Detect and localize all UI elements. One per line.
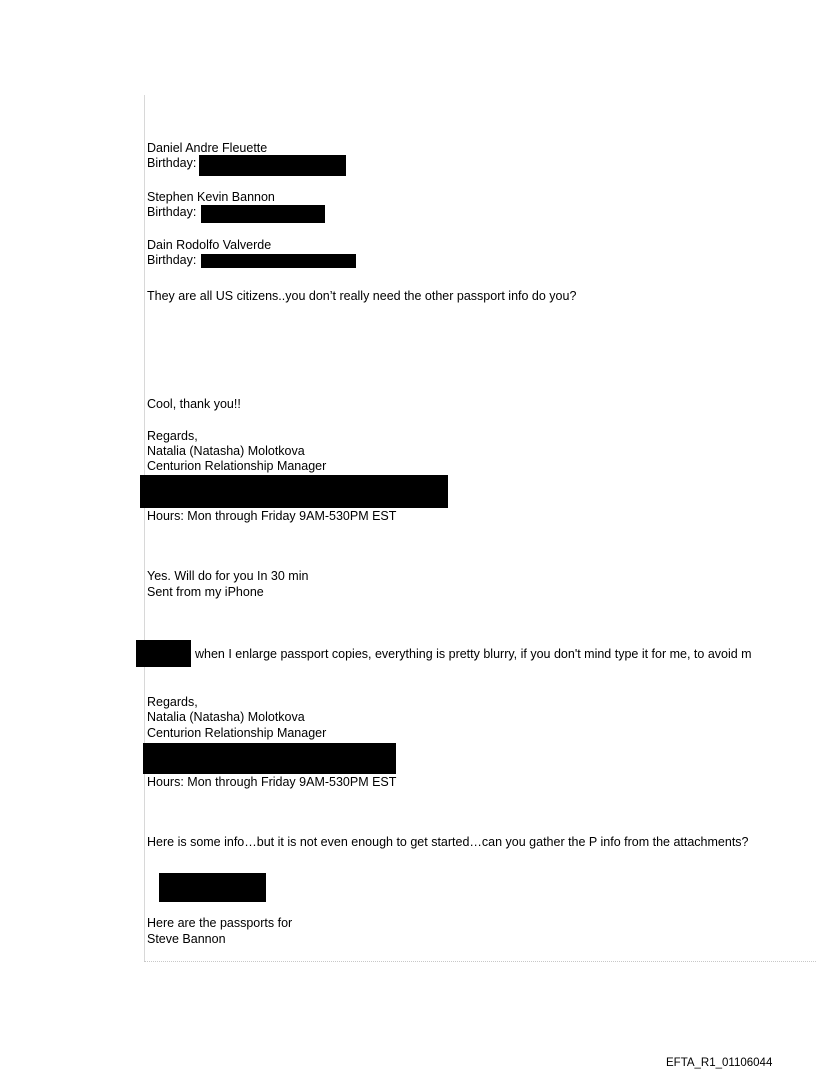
person-3-birthday-label: Birthday: (147, 253, 197, 267)
signature-hours: Hours: Mon through Friday 9AM-530PM EST (147, 775, 397, 789)
person-2-name: Stephen Kevin Bannon (147, 190, 275, 204)
redaction-box (199, 155, 346, 176)
message-text: Yes. Will do for you In 30 min (147, 569, 309, 583)
message-text: Cool, thank you!! (147, 397, 241, 411)
redaction-box (140, 475, 448, 508)
signature-regards: Regards, (147, 695, 198, 709)
message-text: Here are the passports for (147, 916, 293, 930)
person-2-birthday-label: Birthday: (147, 205, 197, 219)
message-text: when I enlarge passport copies, everything is pretty blurry, if you don't mind type it for me, to avoid m (195, 647, 752, 661)
message-text: Steve Bannon (147, 932, 226, 946)
message-text: They are all US citizens..you don’t really need the other passport info do you? (147, 289, 577, 303)
signature-hours: Hours: Mon through Friday 9AM-530PM EST (147, 509, 397, 523)
person-1-name: Daniel Andre Fleuette (147, 141, 268, 155)
message-text: Here is some info…but it is not even enough to get started…can you gather the P info from the attachments? (147, 835, 749, 849)
person-3-name: Dain Rodolfo Valverde (147, 238, 272, 252)
signature-name: Natalia (Natasha) Molotkova (147, 444, 305, 458)
redaction-box (143, 743, 396, 774)
thread-bottom-border (144, 961, 816, 962)
document-id: EFTA_R1_01106044 (666, 1057, 773, 1069)
redaction-box (136, 640, 191, 667)
redaction-box (201, 205, 325, 223)
signature-title: Centurion Relationship Manager (147, 726, 327, 740)
person-1-birthday-label: Birthday: (147, 156, 197, 170)
signature-name: Natalia (Natasha) Molotkova (147, 710, 305, 724)
thread-left-border (144, 95, 145, 961)
redaction-box (201, 254, 356, 268)
signature-regards: Regards, (147, 429, 198, 443)
message-text: Sent from my iPhone (147, 585, 264, 599)
signature-title: Centurion Relationship Manager (147, 459, 327, 473)
redaction-box (159, 873, 266, 902)
